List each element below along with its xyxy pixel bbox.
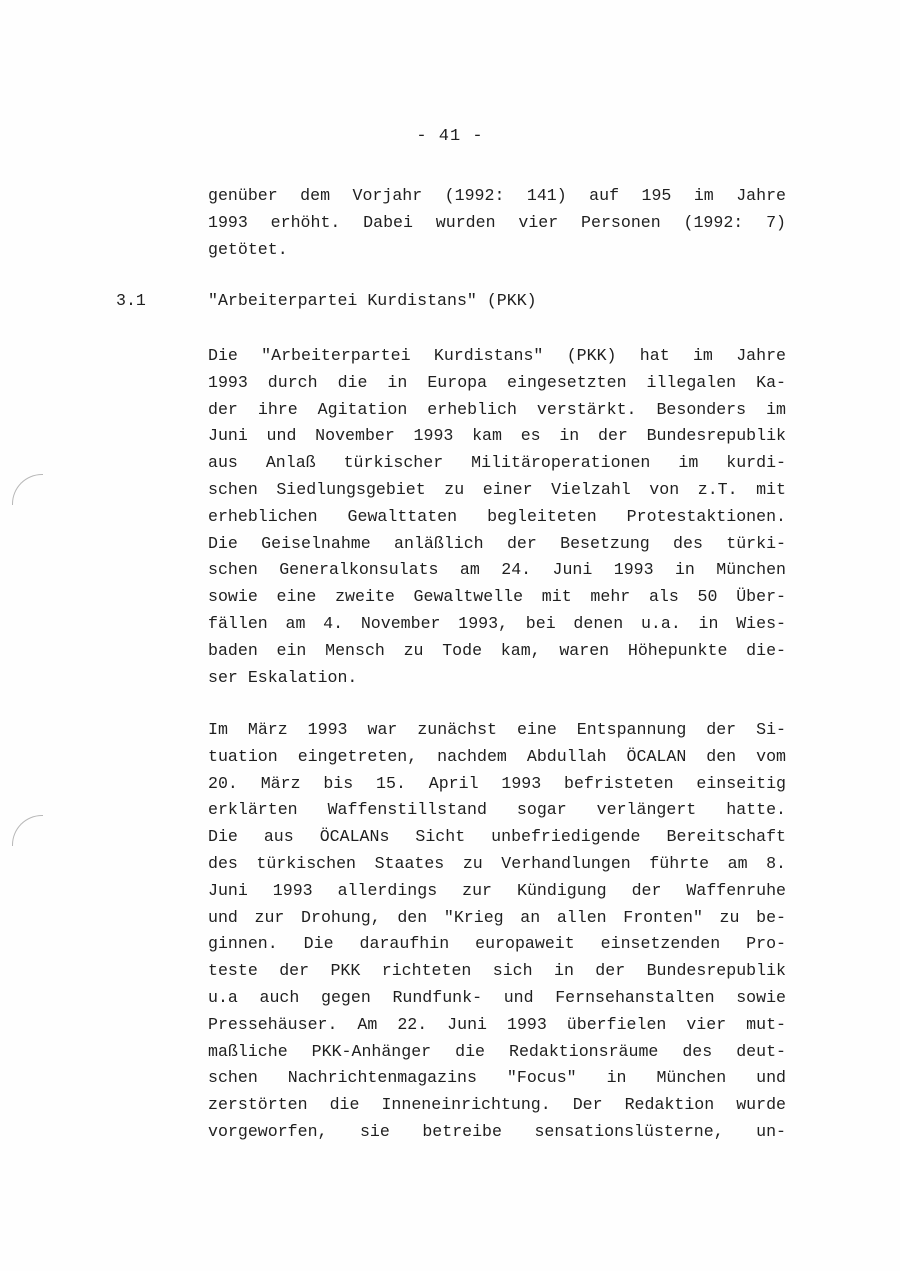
text-line: zerstörten die Inneneinrichtung. Der Redaktion wurde bbox=[208, 1095, 786, 1115]
text-line: und zur Drohung, den "Krieg an allen Fronten" zu be- bbox=[208, 907, 786, 927]
page-number: - 41 - bbox=[416, 127, 484, 146]
punch-hole-mark-top bbox=[12, 474, 43, 505]
text-line: baden ein Mensch zu Tode kam, waren Höhepunkte die- bbox=[208, 640, 786, 660]
text-line: erklärten Waffenstillstand sogar verlängert hatte. bbox=[208, 800, 786, 820]
text-line: Die "Arbeiterpartei Kurdistans" (PKK) hat im Jahre bbox=[208, 346, 786, 365]
text-line: 1993 durch die in Europa eingesetzten illegalen Ka- bbox=[208, 372, 786, 392]
text-line: genüber dem Vorjahr (1992: 141) auf 195 im Jahre bbox=[208, 186, 786, 205]
text-line: u.a auch gegen Rundfunk- und Fernsehanstalten sowie bbox=[208, 987, 786, 1007]
text-line: schen Siedlungsgebiet zu einer Vielzahl von z.T. mit bbox=[208, 479, 786, 499]
text-line: maßliche PKK-Anhänger die Redaktionsräume des deut- bbox=[208, 1041, 786, 1061]
text-line: ginnen. Die daraufhin europaweit einsetzenden Pro- bbox=[208, 934, 786, 954]
punch-hole-mark-bottom bbox=[12, 815, 43, 846]
text-line: fällen am 4. November 1993, bei denen u.a. in Wies- bbox=[208, 613, 786, 633]
text-line: Die Geiselnahme anläßlich der Besetzung des türki- bbox=[208, 533, 786, 553]
text-line: Im März 1993 war zunächst eine Entspannung der Si- bbox=[208, 720, 786, 739]
text-line: 20. März bis 15. April 1993 befristeten einseitig bbox=[208, 773, 786, 793]
paragraph-1 bbox=[208, 343, 786, 691]
text-line: des türkischen Staates zu Verhandlungen führte am 8. bbox=[208, 853, 786, 873]
text-line: erheblichen Gewalttaten begleiteten Protestaktionen. bbox=[208, 506, 786, 526]
text-line: aus Anlaß türkischer Militäroperationen im kurdi- bbox=[208, 453, 786, 473]
text-line: Die aus ÖCALANs Sicht unbefriedigende Bereitschaft bbox=[208, 827, 786, 847]
text-line: ser Eskalation. bbox=[208, 667, 358, 687]
text-line: teste der PKK richteten sich in der Bundesrepublik bbox=[208, 961, 786, 981]
text-line: 1993 erhöht. Dabei wurden vier Personen (1992: 7) bbox=[208, 212, 786, 232]
section-title: "Arbeiterpartei Kurdistans" (PKK) bbox=[208, 291, 537, 310]
text-line: schen Generalkonsulats am 24. Juni 1993 in München bbox=[208, 560, 786, 580]
intro-paragraph bbox=[208, 183, 786, 263]
text-line: der ihre Agitation erheblich verstärkt. Besonders im bbox=[208, 399, 786, 419]
text-line: vorgeworfen, sie betreibe sensationslüsterne, un- bbox=[208, 1121, 786, 1141]
text-line: schen Nachrichtenmagazins "Focus" in München und bbox=[208, 1068, 786, 1088]
text-line: sowie eine zweite Gewaltwelle mit mehr als 50 Über- bbox=[208, 587, 786, 607]
text-line: getötet. bbox=[208, 239, 288, 259]
paragraph-2 bbox=[208, 717, 786, 1146]
text-line: Juni 1993 allerdings zur Kündigung der Waffenruhe bbox=[208, 880, 786, 900]
text-line: Juni und November 1993 kam es in der Bundesrepublik bbox=[208, 426, 786, 446]
text-line: tuation eingetreten, nachdem Abdullah ÖCALAN den vom bbox=[208, 746, 786, 766]
section-number: 3.1 bbox=[116, 291, 146, 310]
text-line: Pressehäuser. Am 22. Juni 1993 überfielen vier mut- bbox=[208, 1014, 786, 1034]
